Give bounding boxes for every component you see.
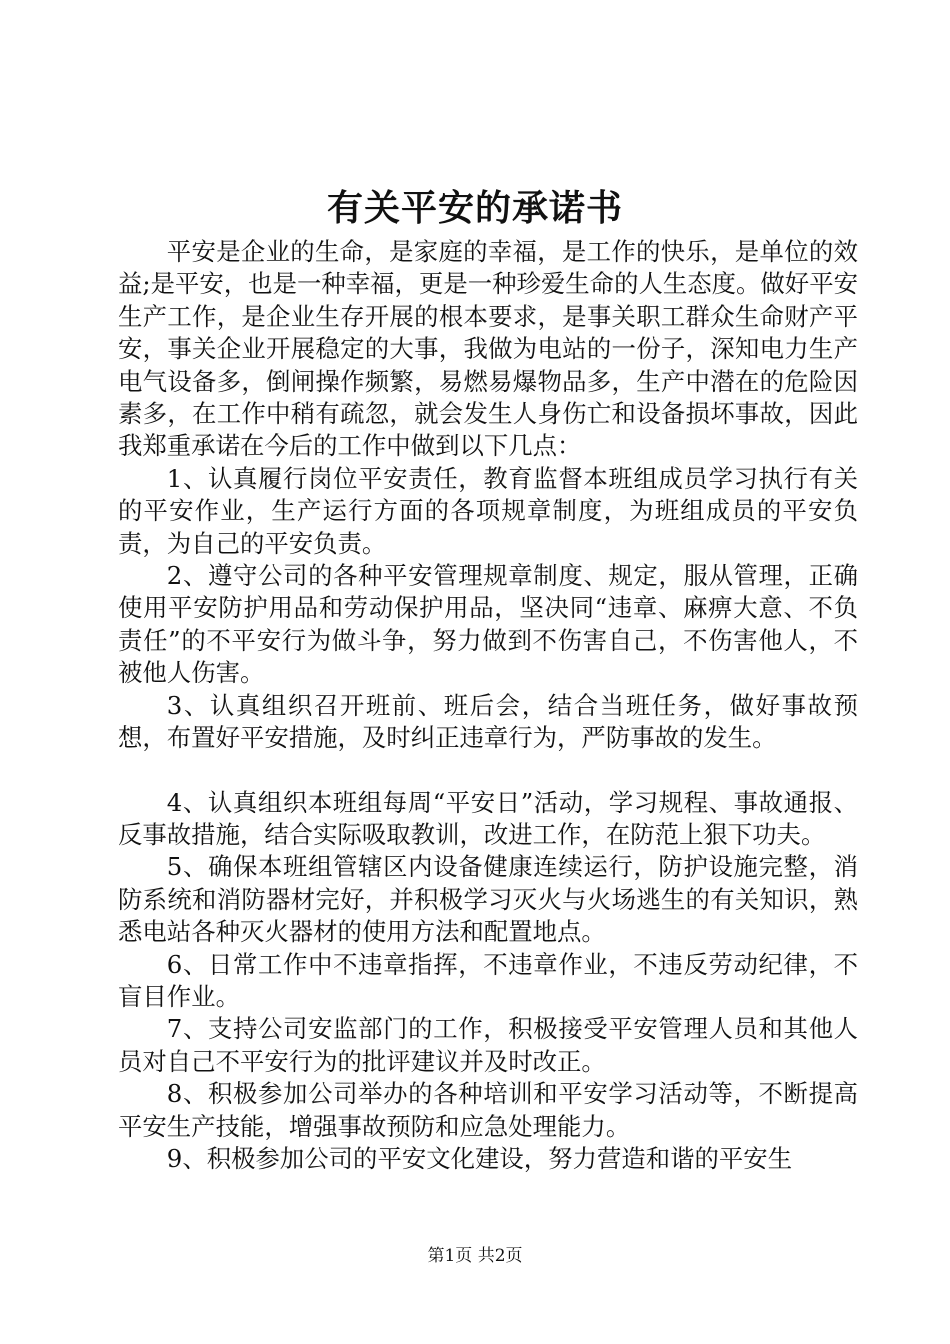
commitment-item-4: 4、认真组织本班组每周“平安日”活动，学习规程、事故通报、反事故措施，结合实际吸取教训，改进工作，在防范上狠下功夫。 xyxy=(118,787,858,849)
document-title: 有关平安的承诺书 xyxy=(326,187,623,229)
commitment-item-5: 5、确保本班组管辖区内设备健康连续运行，防护设施完整，消防系统和消防器材完好，并积极学习灭火与火场逃生的有关知识，熟悉电站各种灭火器材的使用方法和配置地点。 xyxy=(118,852,858,947)
page-number-footer: 第1页 共2页 xyxy=(427,1246,523,1266)
commitment-item-3: 3、认真组织召开班前、班后会，结合当班任务，做好事故预想，布置好平安措施，及时纠正违章行为，严防事故的发生。 xyxy=(118,690,858,753)
document-body xyxy=(118,236,858,1175)
commitment-item-2: 2、遵守公司的各种平安管理规章制度、规定，服从管理，正确使用平安防护用品和劳动保护用品，坚决同“违章、麻痹大意、不负责任”的不平安行为做斗争，努力做到不伤害自己，不伤害他人，不被他人伤害。 xyxy=(118,561,858,688)
commitment-item-7: 7、支持公司安监部门的工作，积极接受平安管理人员和其他人员对自己不平安行为的批评建议并及时改正。 xyxy=(118,1014,858,1076)
intro-paragraph: 平安是企业的生命，是家庭的幸福，是工作的快乐，是单位的效益;是平安，也是一种幸福，更是一种珍爱生命的人生态度。做好平安生产工作，是企业生存开展的根本要求，是事关职工群众生命财产平安，事关企业开展稳定的大事，我做为电站的一份子，深知电力生产电气设备多，倒闸操作频繁，易燃易爆物品多，生产中潜在的危险因素多，在工作中稍有疏忽，就会发生人身伤亡和设备损坏事故，因此我郑重承诺在今后的工作中做到以下几点： xyxy=(118,237,858,461)
commitment-item-8: 8、积极参加公司举办的各种培训和平安学习活动等，不断提高平安生产技能，增强事故预防和应急处理能力。 xyxy=(118,1079,858,1141)
commitment-item-9: 9、积极参加公司的平安文化建设，努力营造和谐的平安生 xyxy=(166,1143,793,1173)
commitment-item-1: 1、认真履行岗位平安责任，教育监督本班组成员学习执行有关的平安作业，生产运行方面的各项规章制度，为班组成员的平安负责，为自己的平安负责。 xyxy=(118,463,858,558)
commitment-item-6: 6、日常工作中不违章指挥，不违章作业，不违反劳动纪律，不盲目作业。 xyxy=(118,949,858,1011)
